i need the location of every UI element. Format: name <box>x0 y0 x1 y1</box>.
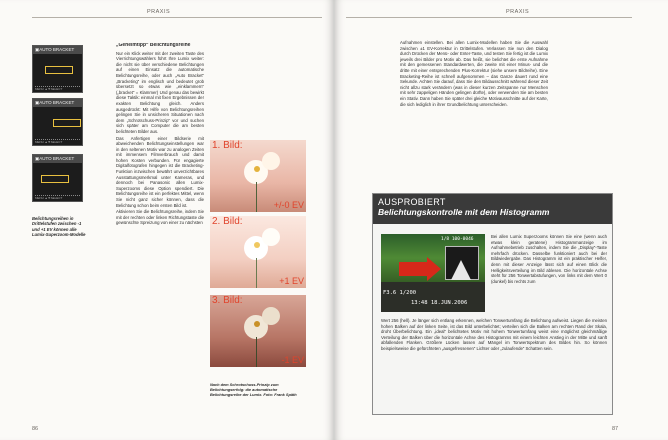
article-column-1 <box>116 43 204 391</box>
camera-screens-caption: Belichtungsreihen in Drittelstufen zwischen -1 und +1 EV können alle Lumix-Superzoom-Modelle <box>32 216 86 237</box>
box-side-text: Bei allen Lumix Superzooms können Sie eine (wenn auch etwas klein geratene) Histogrammanzeige im Aufnahmebetrieb zuschalten, indem Sie die „Display“-Taste mehrfach drücken. Dasselbe funktioniert auch bei der Bildwiedergabe. Das Histogramm ist ein praktischer Helfer, denn mit dieser Anzeige lässt sich auf einen Blick die Helligkeitsverteilung im Bild ablesen. Die horizontale Achse steht für 256 Tonwertabstufungen, von links mit dem Wert 0 (dunkel) bis rechts zum <box>491 234 607 284</box>
page-number-right: 87 <box>612 426 619 432</box>
article-column-right <box>400 40 548 180</box>
camera-screen-footer: MENU ▲▼SELECT <box>35 86 80 90</box>
screen-readout-top: 1/8 100-0046 <box>441 237 474 242</box>
photo-label: 2. Bild: <box>212 216 243 227</box>
paragraph: Aktivieren Sie die Belichtungsreihe, indem Sie mit der rechten oder linken Richtungstaste die gewünschte Spreizung von einer zu nächsten <box>116 209 204 226</box>
photo-label: 1. Bild: <box>212 140 243 151</box>
exposure-label: +/-0 EV <box>273 200 304 210</box>
flower-photo-3 <box>210 295 306 367</box>
camera-screen-footer: MENU ▲▼SELECT <box>35 139 80 143</box>
exposure-label: -1 EV <box>281 355 304 365</box>
camera-screen-title: ▣AUTO BRACKET <box>33 99 82 107</box>
photos-caption: Nach dem Schrotschuss-Prinzip zum Belichtungserfolg: die automatische Belichtungsreihe der Lumix. Foto: Frank Späth <box>210 382 297 397</box>
running-head-label: PRAXIS <box>147 9 171 15</box>
camera-screen-title: ▣AUTO BRACKET <box>33 155 82 163</box>
screen-readout-bottom: 13:48 18.JUN.2006 <box>411 300 468 306</box>
running-head-label: PRAXIS <box>506 9 530 15</box>
box-bottom-text: Wert 256 (hell). Je länger sich entlang erkennen, welchen Tonwertumfang die Belichtung aufweist. Liegen die meisten hohen Balken auf der linken Seite, ist das Bild unterbelichtet; verteilen sich die Balken am rechten Rand der Skala, droht Überbelichtung. Ein „ideal“ belichtetes Motiv mit hohem Tonwertumfang weist eine möglichst gleichmäßige Verteilung der Balken über die horizontale Achse des Histogramms mit einem leichten Anstieg in der Mitte und sanft abfallenden Flanken. Größere Lücken lassen auf Mängel im Tonwertspektrum des Bildes hin. So können beispielsweise die gefürchteten „ausgefressenen“ Lichter oder „zulaufende“ Schatten sein. <box>381 318 607 351</box>
screen-readout-mid: F3.6 1/200 <box>383 290 417 296</box>
flower-photo-1 <box>210 140 306 212</box>
running-head-left <box>32 7 322 18</box>
camera-screen-footer: MENU ▲▼SELECT <box>35 195 80 199</box>
bracket-indicator <box>53 119 81 127</box>
page-number-left: 86 <box>32 426 39 432</box>
exposure-label: +1 EV <box>279 276 304 286</box>
flower-photo-2 <box>210 216 306 288</box>
photo-label: 3. Bild: <box>212 295 243 306</box>
camera-screen-3 <box>32 154 83 202</box>
ausprobiert-box <box>372 193 613 415</box>
box-title: Belichtungskontrolle mit dem Histogramm <box>378 207 550 217</box>
paragraph: Das Anfertigen einer Bildserie mit abweichenden Belichtungseinstellungen war in den seltenen Motiv war zu analogen Zeiten mit immensem Filmverbrauch und damit hohen Kosten verbunden. Für engagierte Digitalfotografen hingegen ist die Bracketing-Funktion inzwischen bewährt unverzichtbares Ausstattungsmerkmal unter Kameras, und dennoch bei Panasonic allen Lumix-Superzooms diese Option spendiert. Die Belichtungsreihe ist ein perfektes Mittel, wenn Sie nicht ganz sicher können, dass die Belichtung schon beim ersten Bild ist. <box>116 135 204 208</box>
paragraph: Aufnahmen einstellen. Bei allen Lumix-Modellen haben Sie die Auswahl zwischen ±1 EV-Korrektur in Drittelstufen. Verlassen Sie nun den Dialog durch Drücken der Menü- oder Enter-Taste, und testen Sie fertig ist die Lumix jeweils drei Bilder pro Motiv ab. Das heißt, sie belichtet die erste Aufnahme mit den gemessenen Standardwerten, die zweite mit einer Minus- und die dritte mit einer entsprechenden Plus-Korrektur (siehe unsere Bildreihe). Eine Bracketing-Reihe ist schnell aufgenommen – das Ganze dauert rund eine Sekunde. Achten Sie darauf, dass Sie den Bildausschnitt während dieser Zeit nicht allzu stark verändern (was in dieser kurzen Zeitspanne nur Menschen mit sehr zappeligen Händen gelingen dürfte), oder verwenden Sie am besten ein Stativ. Dann haben Sie später drei gleiche Motivausschnitte auf der Karte, die sich lediglich in ihrer Grundbelichtung unterscheiden. <box>400 40 548 107</box>
box-kicker: AUSPROBIERT <box>378 197 446 207</box>
paragraph: Nur ein Klick weiter mit der zweiten Taste des Vierrichtungswählers führt Ihre Lumix weiter: die nicht sie über verschiedene Belichtungen auf einen Einsatz die automatische Belichtungsreihe, oder auch „Auto Bracket“ „Bracketing“ im englisch und bedeutet grob übersetzt so etwas wie „einklammern“ („bracket“ = Klammer) Und genau das bewirkt diese Taktik: einmal mit fixen Ergebnissen der exakten Belichtung gleich. Anders ausgedrückt: Mit Hilfe von Belichtungsreihen gelingen Sie in unsicheren Situationen nach dem „Schrotschuss-Prinzip“ vor und suchen sich später am Computer die am besten belichteten Bilder aus. <box>116 50 204 134</box>
article-heading: „Geheimtipp“ Belichtungsreihe <box>116 43 191 48</box>
bracket-indicator <box>45 66 73 74</box>
camera-screen-title: ▣AUTO BRACKET <box>33 46 82 54</box>
running-head-right <box>346 7 632 18</box>
camera-screen-1 <box>32 45 83 93</box>
histogram-screenshot <box>381 234 485 312</box>
box-header <box>373 194 612 224</box>
camera-screen-2 <box>32 98 83 146</box>
bracket-indicator <box>41 175 69 183</box>
